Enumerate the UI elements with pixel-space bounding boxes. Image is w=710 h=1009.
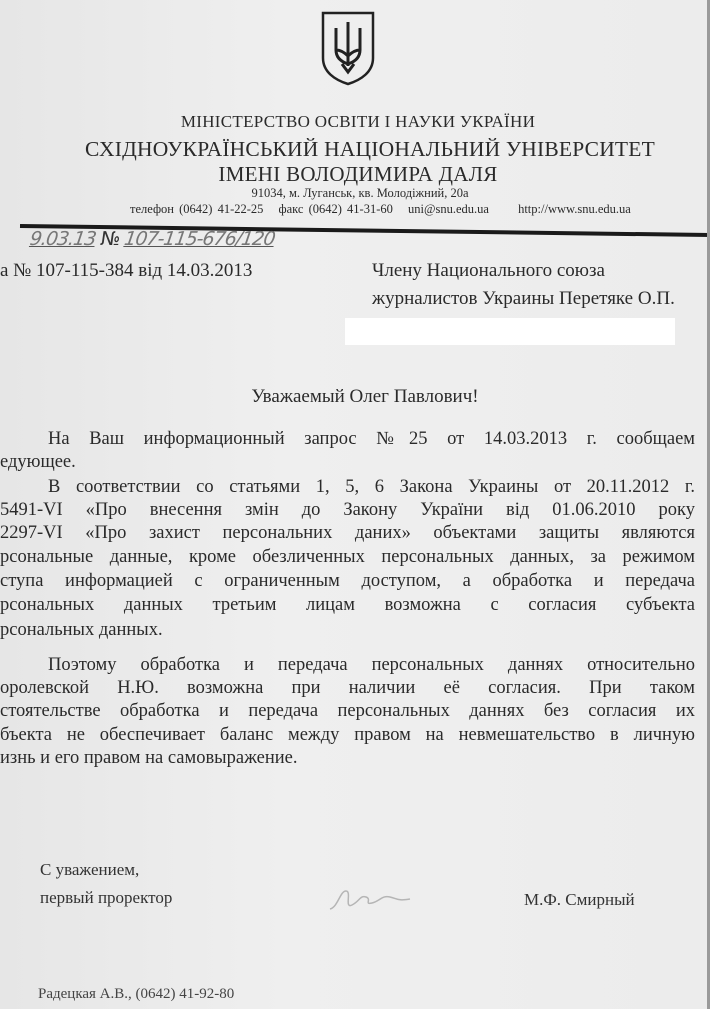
recipient-line-1: Члену Национального союза xyxy=(372,260,605,281)
ministry-name: МІНІСТЕРСТВО ОСВІТИ І НАУКИ УКРАЇНИ xyxy=(180,112,536,131)
body-line: рсональных данных. xyxy=(0,620,163,640)
handwritten-date: 9.03.13 xyxy=(28,228,98,250)
body-line: стоятельстве обработка и передача персональных даннях без согласия их xyxy=(0,701,695,721)
salutation: Уважаемый Олег Павлович! xyxy=(251,386,479,407)
closing-regards: С уважением, xyxy=(40,860,140,879)
website: http://www.snu.edu.ua xyxy=(518,202,631,216)
handwritten-number: 107-115-676/120 xyxy=(122,228,277,250)
body-line: ступа информацией с ограниченным доступом, а обработка и передача xyxy=(0,571,695,591)
executor-contact: Радецкая А.В., (0642) 41-92-80 xyxy=(38,986,235,1002)
recipient-line-2: журналистов Украины Перетяке О.П. xyxy=(372,288,675,309)
body-line: 2297-VI «Про захист персональних даних» объектами защиты являются xyxy=(0,523,695,543)
body-line: 5491-VI «Про внесення змін до Закону України від 01.06.2010 року xyxy=(0,500,695,520)
phone: телефон (0642) 41-22-25 xyxy=(130,202,264,216)
signer-name: М.Ф. Смирный xyxy=(524,890,635,909)
handwritten-registration xyxy=(28,228,276,250)
reference-number: а № 107-115-384 від 14.03.2013 xyxy=(0,260,253,281)
coat-of-arms-trident-icon xyxy=(320,10,376,86)
body-line: изнь и его правом на самовыражение. xyxy=(0,748,298,768)
signature xyxy=(325,885,415,915)
body-line: бъекта не обеспечивает баланс между правом на невмешательство в личную xyxy=(0,725,695,745)
signer-position: первый проректор xyxy=(40,888,173,907)
body-line: В соответствии со статьями 1, 5, 6 Закона Украины от 20.11.2012 г. xyxy=(48,477,695,497)
email: uni@snu.edu.ua xyxy=(408,202,489,216)
fax: факс (0642) 41-31-60 xyxy=(278,202,393,216)
body-line: рсональные данные, кроме обезличенных персональных данных, за режимом xyxy=(0,547,695,567)
number-sign: № xyxy=(99,228,121,250)
contact-line xyxy=(130,202,641,217)
body-line: На Ваш информационный запрос №25 от 14.03.2013 г. сообщаем xyxy=(48,429,695,449)
university-named-after: ІМЕНІ ВОЛОДИМИРА ДАЛЯ xyxy=(218,162,498,186)
body-line: едующее. xyxy=(0,452,76,472)
body-line: рсональных данных третьим лицам возможна с согласия субъекта xyxy=(0,595,695,615)
postal-address: 91034, м. Луганськ, кв. Молодіжний, 20а xyxy=(251,186,469,200)
redacted-address xyxy=(345,318,675,345)
university-name: СХІДНОУКРАЇНСЬКИЙ НАЦІОНАЛЬНИЙ УНІВЕРСИТЕТ xyxy=(85,137,655,161)
body-line: Поэтому обработка и передача персональных даннях относительно xyxy=(48,655,695,675)
body-line: оролевской Н.Ю. возможна при наличии её согласия. При таком xyxy=(0,678,695,698)
